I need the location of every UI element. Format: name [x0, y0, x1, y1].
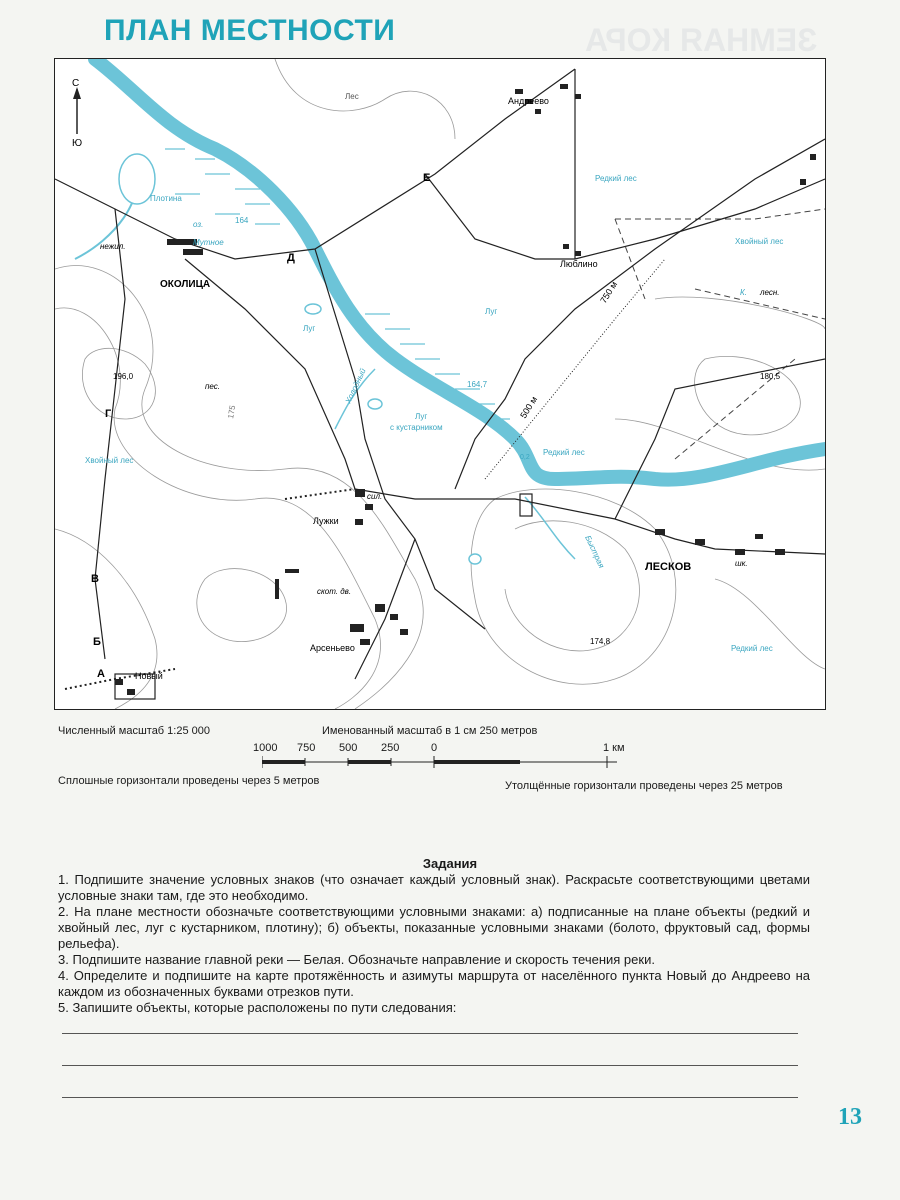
answer-line-2[interactable] [62, 1065, 798, 1066]
answer-line-3[interactable] [62, 1097, 798, 1098]
settlement-andreevo: Андреево [508, 96, 549, 106]
label-meadow-shrub-2: с кустарником [390, 423, 443, 432]
elevation-175: 175 [226, 404, 238, 420]
label-dam: Плотина [150, 194, 182, 203]
label-forestry: К. [740, 288, 747, 297]
label-non-residential: нежил. [100, 242, 126, 251]
elevation-196: 196,0 [113, 372, 134, 381]
elevation-164: 164 [235, 216, 249, 225]
label-meadow-1: Луг [303, 324, 316, 333]
boundary-lines [615, 209, 825, 459]
compass-arrow [73, 87, 81, 134]
measured-line [485, 259, 665, 479]
contour-note-thick: Утолщённые горизонтали проведены через 25 метров [505, 780, 783, 792]
label-lake-name: Мутное [193, 238, 224, 247]
tasks-list [58, 872, 810, 1016]
contour-note-solid: Сплошные горизонтали проведены через 5 метров [58, 775, 320, 787]
map-canvas [55, 59, 825, 709]
route-point-d: Д [287, 252, 295, 264]
label-dist-500: 500 м [518, 394, 540, 421]
label-stream-kholodny: Холодный [343, 366, 368, 405]
ghost-title: ЗЕМНАЯ КОРА [585, 22, 818, 58]
scale-bar [262, 756, 622, 768]
scale-label-1000: 1000 [253, 742, 278, 754]
elevation-180-5: 180,5 [760, 372, 781, 381]
label-river-speed: 0,2 [520, 454, 530, 461]
settlement-novy: Новый [135, 671, 163, 681]
terrain-map [54, 58, 826, 710]
tasks-heading: Задания [422, 856, 478, 871]
compass-north: С [72, 78, 80, 89]
label-school: шк. [735, 559, 748, 568]
settlement-leskov: ЛЕСКОВ [645, 561, 692, 573]
label-sand: пес. [205, 382, 220, 391]
task-item-2: 2. На плане местности обозначьте соответствующими условными знаками: а) подписанные на плане объекты (редкий и хвойный лес, луг с кустарником, плотину); б) объекты, показанные условными знаками (болото, фруктовый сад, формы рельефа). [58, 904, 810, 951]
label-silo: сил. [367, 492, 383, 501]
label-lake: оз. [193, 220, 204, 229]
label-conifer-forest-1: Хвойный лес [735, 237, 784, 246]
scale-label-500: 500 [339, 742, 358, 754]
label-meadow-shrub-1: Луг [415, 412, 428, 421]
label-sparse-forest-2: Редкий лес [543, 448, 585, 457]
label-sparse-forest-1: Редкий лес [595, 174, 637, 183]
label-cattle-yard: скот. дв. [317, 587, 352, 596]
route-point-e: Е [423, 172, 431, 184]
settlement-luzhki: Лужки [313, 516, 339, 526]
label-dist-750: 750 м [598, 279, 620, 306]
numeric-scale: Численный масштаб 1:25 000 [58, 725, 210, 737]
route-point-b: Б [93, 636, 101, 648]
label-meadow-2: Луг [485, 307, 498, 316]
task-item-4: 4. Определите и подпишите на карте протяжённость и азимуты маршрута от населённого пункта Новый до Андреево на каждом из обозначенных буквами отрезков пути. [58, 968, 810, 999]
settlement-okolitsa: ОКОЛИЦА [160, 279, 211, 290]
answer-line-1[interactable] [62, 1033, 798, 1034]
settlement-lyublino: Люблино [560, 259, 598, 269]
elevation-174-8: 174,8 [590, 637, 611, 646]
page-number: 13 [838, 1104, 862, 1130]
page-title: ПЛАН МЕСТНОСТИ [104, 14, 396, 47]
compass-south: Ю [72, 138, 83, 149]
label-stream-bystraya: Быстрая [583, 534, 607, 570]
task-item-3: 3. Подпишите название главной реки — Белая. Обозначьте направление и скорость течения реки. [58, 952, 655, 967]
elevation-164-7: 164,7 [467, 380, 488, 389]
task-item-1: 1. Подпишите значение условных знаков (что означает каждый условный знак). Раскрасьте соответствующими цветами условные знаки там, где это необходимо. [58, 872, 810, 903]
settlement-arsenevo: Арсеньево [310, 643, 355, 653]
route-point-g: Г [105, 408, 112, 420]
scale-label-750: 750 [297, 742, 316, 754]
route-point-a: А [97, 668, 105, 680]
route-point-v: В [91, 573, 99, 585]
scale-label-0: 0 [431, 742, 438, 754]
main-river [95, 59, 825, 480]
label-conifer-forest-2: Хвойный лес [85, 456, 134, 465]
named-scale: Именованный масштаб в 1 см 250 метров [322, 725, 538, 737]
label-forestry-2: лесн. [760, 288, 780, 297]
scale-label-250: 250 [381, 742, 400, 754]
label-forest: Лес [345, 92, 359, 101]
task-item-5: 5. Запишите объекты, которые расположены по пути следования: [58, 1000, 457, 1015]
scale-label-1km: 1 км [603, 742, 625, 754]
dotted-roads [65, 489, 355, 689]
label-sparse-forest-3: Редкий лес [731, 644, 773, 653]
